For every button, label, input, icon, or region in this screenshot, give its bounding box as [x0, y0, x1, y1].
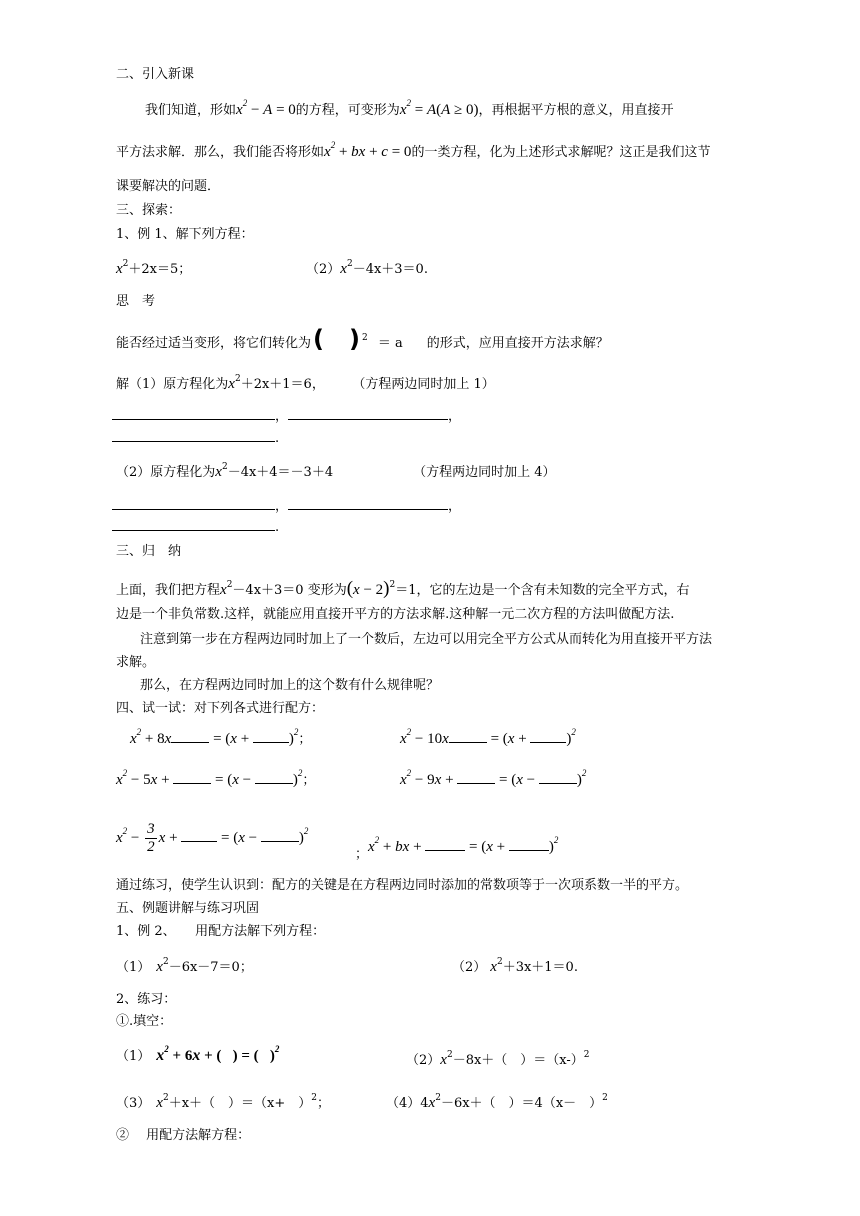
section-heading-explore: 三、探索：	[116, 203, 182, 218]
completing-square-5: $x^2$ − $\frac{3}{2}$ x + = $(x - )^2$	[116, 821, 309, 856]
summary-p4: 求解。	[116, 655, 156, 670]
answer-blanks-3: ， ，	[112, 497, 461, 516]
solve-title: ② 用配方法解方程：	[116, 1128, 251, 1143]
section-heading-summary: 三、归 纳	[116, 544, 182, 559]
paragraph-intro-3: 课要解决的问题．	[116, 179, 221, 194]
summary-p1: 上面，我们把方程$x^2-4x+3=0$ 变形为$(x - 2)^2=1$，它的左边是一个含有未知数的完全平方式，右	[116, 578, 690, 599]
example-2-eq1: （1） $x^2-6x-7=0$；	[116, 956, 253, 975]
empty-parentheses: ( )	[313, 325, 361, 353]
answer-blanks-1: ， ，	[112, 407, 461, 426]
paragraph-intro-2: 平方法求解．那么，我们能否将形如$x^2$ + bx + c = 0的一类方程，化为上述形式求解呢？这正是我们这节	[116, 140, 711, 160]
fill-3: （3） $x^2+x+$（ ）＝（x+ ）$^2$；	[116, 1092, 330, 1111]
section-heading-examples: 五、例题讲解与练习巩固	[116, 901, 260, 916]
completing-square-2: $x^2 - 10x = (x + )^2$	[400, 727, 576, 747]
semicolon: ；	[355, 847, 369, 862]
think-label: 思 考	[116, 294, 156, 309]
summary-p5: 那么，在方程两边同时加上的这个数有什么规律呢？	[140, 678, 440, 693]
fraction-three-halves: $\frac{3}{2}$	[147, 821, 155, 856]
try-conclusion: 通过练习，使学生认识到：配方的关键是在方程两边同时添加的常数项等于一次项系数一半的平方。	[116, 878, 689, 893]
completing-square-4: $x^2 - 9x$ + = $(x - )^2$	[400, 768, 587, 788]
question-transform: 能否经过适当变形，将它们转化为( ) $^2$ ＝ a 的形式，应用直接开方法求解？	[116, 325, 609, 353]
answer-blanks-2: .	[112, 429, 279, 448]
practice-title: 2、练习：	[116, 992, 177, 1007]
example-1-eq1: $x^2+2x=5$；	[116, 258, 192, 277]
fill-title: ①.填空：	[116, 1014, 173, 1029]
fill-4: $(4)4x^2-6x+$（ ）＝4（x－ ）$^2$	[386, 1092, 608, 1111]
paragraph-intro-1: 我们知道，形如$x^2 - A = 0$的方程，可变形为$x^2 = A(A \ge 0)$，再根据平方根的意义，用直接开	[145, 98, 674, 118]
solution-2: （2）原方程化为$x^2-4x+4=-3+4$ （方程两边同时加上 4）	[116, 461, 556, 480]
formula-x2-eq-a: $x^2 = A(A \ge 0)$	[399, 98, 479, 118]
fill-1: （1） $x^2 + 6x$ + ( ) = ( )$^2$	[116, 1043, 280, 1064]
solution-1: 解（1）原方程化为$x^2+2x+1=6$， （方程两边同时加上 1）	[116, 373, 495, 392]
example-1-title: 1、例 1、解下列方程：	[116, 227, 254, 242]
formula-x2-minus-a: $x^2 - A = 0$	[236, 98, 296, 118]
example-2-eq2: （2） $x^2+3x+1=0$.	[452, 956, 578, 975]
completing-square-6: $x^2$ + bx + = $(x + )^2$	[368, 835, 559, 855]
section-heading-try: 四、试一试：对下列各式进行配方：	[116, 701, 325, 716]
section-heading-intro: 二、引入新课	[116, 67, 195, 82]
completing-square-3: $x^2 - 5x$ + = $(x - )^2$；	[116, 768, 316, 788]
summary-p2: 边是一个非负常数.这样，就能应用直接开平方的方法求解.这种解一元二次方程的方法叫做配方法.	[116, 607, 675, 622]
example-1-eq2: $(2)x^2-4x+3=0$.	[306, 258, 428, 277]
summary-p3: 注意到第一步在方程两边同时加上了一个数后，左边可以用完全平方公式从而转化为用直接开平方法	[140, 632, 713, 647]
formula-general-quadratic: $x^2$ + bx + c = 0	[324, 140, 412, 160]
completing-square-1: $x^2 + 8x = (x + )^2$；	[130, 727, 312, 747]
example-2-title: 1、例 2、 用配方法解下列方程：	[116, 924, 326, 939]
answer-blanks-4: .	[112, 518, 279, 537]
fill-2: $(2)x^2-8x+$（ ）$=(x-)^2$	[406, 1049, 590, 1068]
